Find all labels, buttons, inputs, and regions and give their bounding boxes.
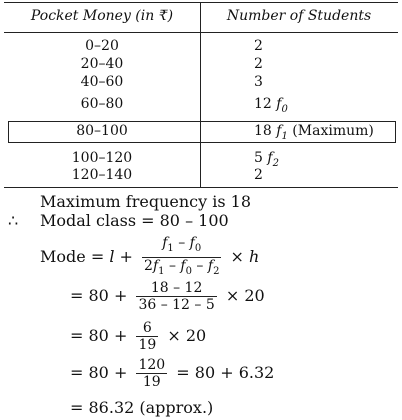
table-row-students: 2 [254, 56, 263, 72]
step-2-line [70, 320, 206, 353]
header-number-of-students: Number of Students [226, 8, 372, 24]
maximum-note: (Maximum) [292, 123, 374, 139]
students-value: 5 [254, 150, 263, 166]
f2-symbol: $f_2$ [267, 150, 279, 169]
students-value: 18 [254, 123, 272, 139]
mode-formula-fraction [142, 235, 221, 280]
table-column-divider [200, 2, 201, 187]
table-row-students: 2 [254, 38, 263, 54]
modal-class-line: Modal class = 80 – 100 [40, 211, 229, 230]
step-2-numerator: 6 [142, 320, 152, 336]
step-3-line [70, 357, 274, 390]
step-1-denominator: 36 – 12 – 5 [138, 297, 215, 313]
step-2-prefix: = 80 + [70, 326, 128, 345]
table-row-range: 40–60 [80, 74, 124, 90]
therefore-symbol: ∴ [8, 211, 19, 230]
h-symbol: h [249, 246, 260, 266]
table-row-range: 120–140 [71, 167, 133, 183]
formula-denominator: $2f_1 - f_0 - f_2$ [142, 257, 221, 280]
step-1-prefix: = 80 + [70, 286, 128, 305]
l-symbol: l [109, 246, 115, 266]
table-header-rule [4, 32, 398, 33]
table-row-range: 60–80 [80, 96, 124, 112]
table-row-range: 0–20 [85, 38, 119, 54]
table-row-students-f1 [254, 123, 374, 145]
table-top-rule [4, 2, 398, 3]
max-frequency-line: Maximum frequency is 18 [40, 192, 252, 211]
formula-numerator: $f_1 - f_0$ [162, 235, 202, 254]
mode-formula: Mode = l + $\frac{f_1 - f_0}{2f_1 - f_0 - f_2}$ × h [40, 235, 259, 280]
table-row-students: 2 [254, 167, 263, 183]
header-pocket-money: Pocket Money (in ₹) [30, 8, 174, 24]
step-3-fraction [136, 357, 167, 390]
table-bottom-rule [4, 187, 398, 188]
mode-label: Mode = [40, 246, 105, 266]
step-2-suffix: × 20 [167, 326, 207, 345]
step-3-numerator: 120 [138, 357, 166, 373]
step-2-fraction [136, 320, 158, 353]
step-3-suffix: = 80 + 6.32 [176, 363, 275, 382]
step-3-prefix: = 80 + [70, 363, 128, 382]
step-1-line [70, 280, 265, 313]
step-1-suffix: × 20 [225, 286, 265, 305]
students-value: 12 [254, 96, 272, 112]
table-row-range: 80–100 [76, 123, 128, 139]
step-2-denominator: 19 [138, 337, 157, 353]
table-row-students-f0 [254, 96, 288, 118]
step-3-denominator: 19 [136, 373, 167, 390]
table-row-range: 20–40 [80, 56, 124, 72]
table-row-range: 100–120 [71, 150, 133, 166]
step-1-fraction [136, 280, 216, 313]
f1-symbol: $f_1$ [276, 123, 288, 142]
step-1-numerator: 18 – 12 [150, 280, 203, 296]
result-line: = 86.32 (approx.) [70, 398, 214, 417]
table-row-students: 3 [254, 74, 263, 90]
f0-symbol: $f_0$ [276, 96, 288, 115]
